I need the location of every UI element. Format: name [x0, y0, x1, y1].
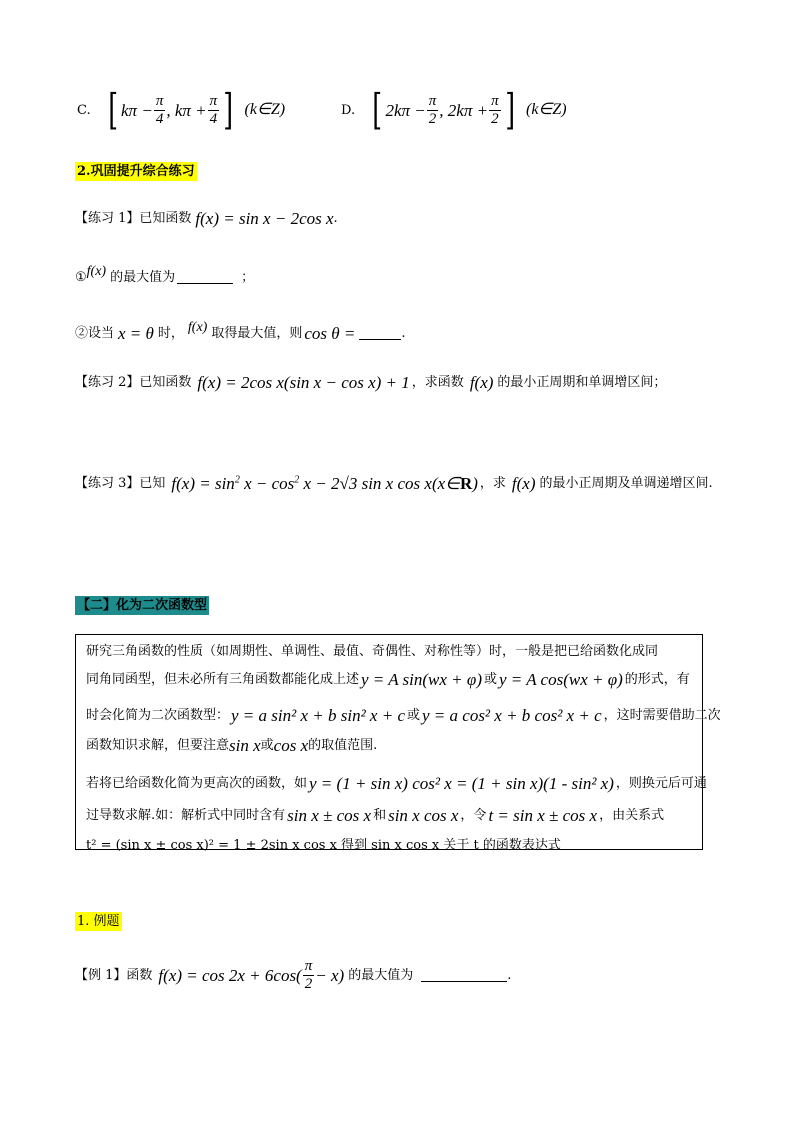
- section-heading-quadratic: 【二】化为二次函数型: [77, 598, 208, 613]
- option-d-k: (k∈Z): [526, 101, 567, 118]
- section-heading-practice: 2.巩固提升综合练习: [77, 164, 195, 179]
- option-d: [341, 85, 567, 135]
- q1-text: 的最大值为: [110, 269, 176, 285]
- example-1-end: .: [507, 967, 512, 983]
- option-c-k: (k∈Z): [244, 101, 286, 118]
- q1-fx: f(x): [86, 264, 107, 279]
- exercise-1-q1: [75, 266, 254, 288]
- example-1-label: 【例 1】函数: [75, 967, 153, 983]
- section-heading-example: 1. 例题: [77, 914, 120, 929]
- box-formula-quad-sin: y = a sin² x + b sin² x + c: [231, 706, 405, 725]
- box-formula-acos: y = A cos(wx + φ): [499, 670, 623, 689]
- option-d-interval: [ 2kπ − $\frac{\pi}{2}$ , 2kπ + $\frac{\pi}{2}$ ]: [372, 85, 515, 134]
- exercise-3-formula-b: x − cos: [244, 473, 295, 493]
- q1-end: ；: [241, 269, 255, 285]
- box-line-2a: 同角同函型，但未必所有三角函数都能化成上述: [86, 672, 360, 687]
- box-formula-quad-cos: y = a cos² x + b cos² x + c: [422, 706, 602, 725]
- box-line-2b: 或: [483, 672, 497, 687]
- exercise-1-label: 【练习 1】已知函数: [75, 210, 192, 226]
- box-formula-substitution: t = sin x ± cos x: [488, 806, 598, 825]
- example-1-formula: [158, 959, 344, 992]
- q1-prefix: ①: [75, 269, 87, 285]
- q2-text: 取得最大值，则: [211, 325, 303, 341]
- exercise-2-mid: ，求函数: [411, 374, 464, 390]
- exercise-3: [75, 471, 713, 495]
- q2-fx: f(x): [187, 320, 208, 335]
- exercise-3-fx: f(x): [511, 473, 536, 493]
- box-formula-product: sin x cos x: [388, 806, 459, 825]
- q2-mid: 时，: [157, 325, 184, 341]
- exercise-3-label: 【练习 3】已知: [75, 475, 166, 491]
- exercise-1: [75, 207, 338, 229]
- box-line-6a: 过导数求解.如：解析式中同时含有: [86, 808, 286, 823]
- exercise-2: [75, 370, 666, 394]
- box-line-2: [86, 671, 690, 688]
- exercise-2-fx: f(x): [469, 372, 494, 392]
- box-formula-cosx: cos x: [273, 736, 309, 755]
- box-line-6: [86, 807, 664, 824]
- box-line-4a: 函数知识求解，但要注意: [86, 738, 230, 753]
- example-1: [75, 955, 511, 995]
- q2-end: .: [401, 325, 406, 341]
- exercise-3-formula-d: ): [472, 473, 478, 493]
- box-line-4b: 或: [260, 738, 274, 753]
- exercise-1-q2: [75, 322, 405, 344]
- exercise-3-tail: 的最小正周期及单调递增区间.: [539, 475, 713, 491]
- exercise-3-formula-a: f(x) = sin: [171, 473, 235, 493]
- box-line-2c: 的形式，有: [624, 672, 690, 687]
- box-line-4: [86, 737, 377, 754]
- example-1-formula-a: f(x) = cos 2x + 6cos(: [158, 965, 302, 985]
- explanation-box: [75, 634, 721, 853]
- box-line-3b: 或: [406, 708, 420, 723]
- box-line-5b: ，则换元后可通: [615, 776, 707, 791]
- example-1-answer-blank[interactable]: [421, 969, 507, 982]
- box-line-5: [86, 775, 707, 792]
- option-c-interval: [ kπ − $\frac{\pi}{4}$ , kπ + $\frac{\pi}{4}$ ]: [107, 85, 234, 134]
- box-line-1: 研究三角函数的性质（如周期性、单调性、最值、奇偶性、对称性等）时，一般是把已给函数化成同: [86, 644, 659, 659]
- exercise-3-formula-r: R: [459, 473, 473, 493]
- box-line-3: [86, 707, 721, 724]
- exercise-1-formula: f(x) = sin x − 2cos x: [195, 208, 334, 228]
- box-line-5a: 若将已给函数化简为更高次的函数，如: [86, 776, 308, 791]
- exercise-3-mid: ，求: [479, 475, 506, 491]
- q2-answer-blank[interactable]: [359, 327, 401, 340]
- exercise-3-formula-c: x − 2√3 sin x cos x(x∈: [303, 473, 460, 493]
- example-1-tail: 的最大值为: [348, 967, 414, 983]
- box-line-7-cut: t² = (sin x ± cos x)² = 1 ± 2sin x cos x 得到 sin x cos x 关于 t 的函数表达式: [86, 838, 561, 853]
- option-d-label: D.: [341, 102, 356, 118]
- q2-cos: cos θ =: [304, 323, 356, 343]
- exercise-2-formula: f(x) = 2cos x(sin x − cos x) + 1: [197, 372, 410, 392]
- box-formula-asin: y = A sin(wx + φ): [361, 670, 482, 689]
- exercise-2-tail: 的最小正周期和单调增区间；: [497, 374, 667, 390]
- example-1-formula-b: − x): [315, 965, 345, 985]
- example-1-frac-num: π: [304, 957, 313, 974]
- option-c: [77, 85, 285, 135]
- exercise-3-formula: $f(x) = \sin^2 x - \cos^2 x - 2√3$ sin x cos x(x∈R): [171, 473, 478, 493]
- option-c-label: C.: [77, 102, 91, 118]
- box-line-3c: ，这时需要借助二次: [603, 708, 721, 723]
- box-line-6d: ，由关系式: [599, 808, 665, 823]
- box-line-3a: 时会化简为二次函数型：: [86, 708, 230, 723]
- q2-prefix: ②设当: [75, 325, 115, 341]
- box-formula-sum: sin x ± cos x: [287, 806, 372, 825]
- box-line-4c: 的取值范围.: [308, 738, 378, 753]
- box-formula-sinx: sin x: [229, 736, 261, 755]
- q2-condition: x = θ: [118, 323, 154, 343]
- q1-answer-blank[interactable]: [177, 271, 233, 284]
- exercise-1-end: .: [333, 210, 338, 226]
- box-line-6c: ，令: [460, 808, 487, 823]
- box-formula-higher: y = (1 + sin x) cos² x = (1 + sin x)(1 - sin² x): [309, 774, 614, 793]
- box-line-6b: 和: [373, 808, 387, 823]
- example-1-frac-den: 2: [304, 975, 313, 992]
- exercise-2-label: 【练习 2】已知函数: [75, 374, 192, 390]
